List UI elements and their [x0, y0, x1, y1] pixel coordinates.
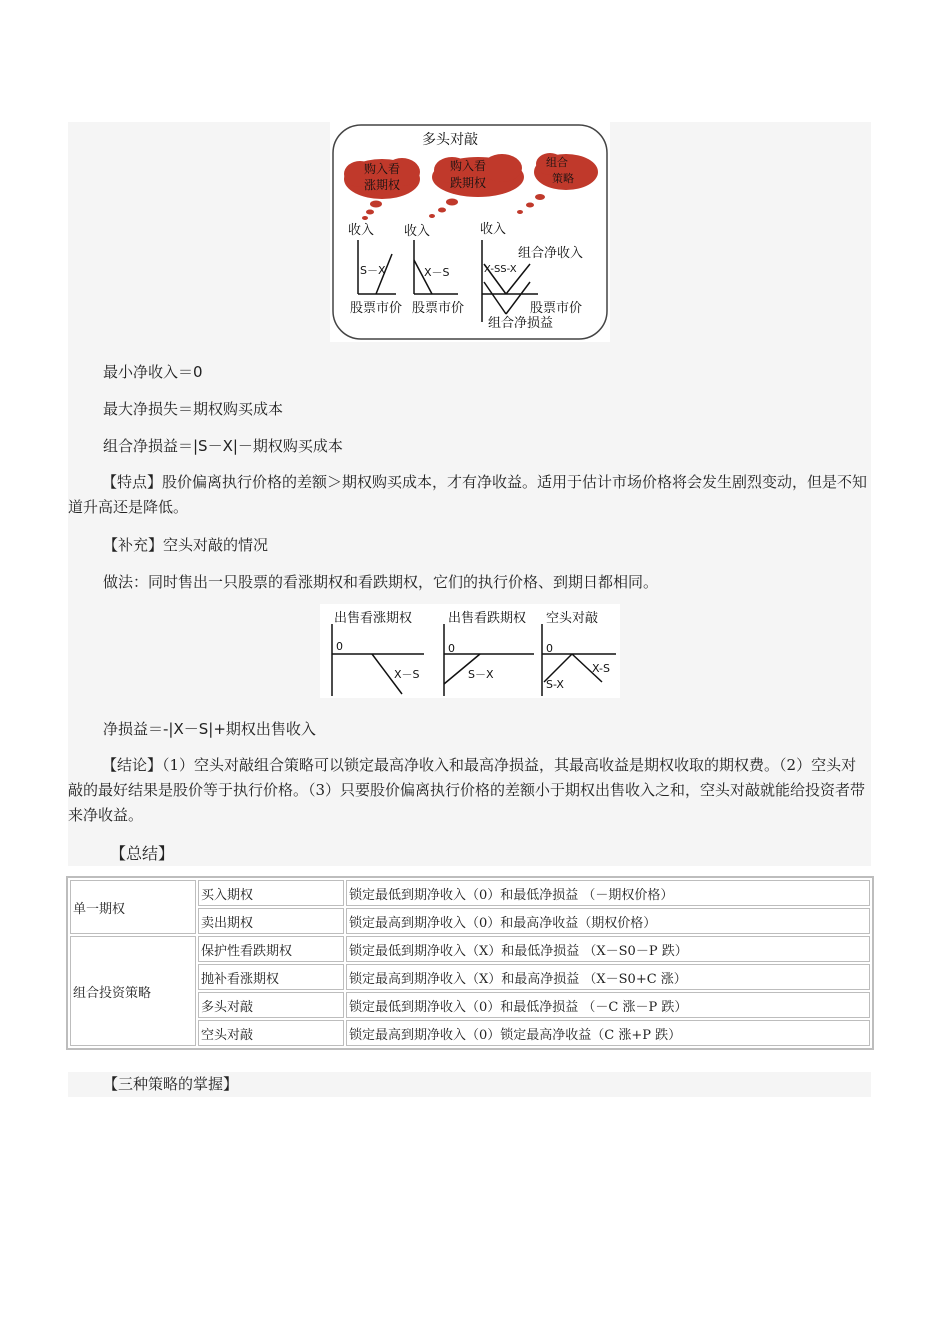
feature-paragraph: 【特点】股价偏离执行价格的差额＞期权购买成本，才有净收益。适用于估计市场价格将会发生剧烈变动，但是不知道升高还是降低。 — [68, 473, 868, 516]
conclusion-paragraph: 【结论】（1）空头对敲组合策略可以锁定最高净收入和最高净损益，其最高收益是期权收取的期权费。（2）空头对敲的最好结果是股价等于执行价格。（3）只要股价偏离执行价格的差额小于期权出售收入之和，空头对敲就能给投资者带来净收益。 — [68, 756, 866, 824]
short-straddle-diagram — [320, 604, 620, 698]
svg-text:0: 0 — [546, 642, 553, 655]
svg-text:股票市价: 股票市价 — [412, 301, 465, 316]
combo-net-pl: 组合净损益＝|S－X|－期权购买成本 — [103, 437, 343, 455]
cloud-buy-call — [344, 158, 420, 199]
figure-title: 多头对敲 — [422, 132, 478, 148]
description-cell: 锁定最高到期净收入（X）和最高净损益 （X－S0+C 涨） — [346, 964, 870, 990]
svg-text:收入: 收入 — [480, 222, 507, 237]
description-cell: 锁定最高到期净收入（0）和最高净收益（期权价格） — [346, 908, 870, 934]
long-straddle-diagram — [330, 122, 610, 342]
svg-text:股票市价: 股票市价 — [530, 301, 583, 316]
svg-text:组合净损益: 组合净损益 — [488, 316, 554, 331]
description-cell: 锁定最高到期净收入（0）锁定最高净收益（C 涨+P 跌） — [346, 1020, 870, 1046]
strategy-cell: 保护性看跌期权 — [198, 936, 344, 962]
svg-text:收入: 收入 — [404, 224, 431, 239]
svg-text:出售看跌期权: 出售看跌期权 — [448, 611, 527, 626]
strategy-cell: 空头对敲 — [198, 1020, 344, 1046]
short-straddle-figure — [320, 604, 620, 698]
net-pl-formula: 净损益＝-|X－S|+期权出售收入 — [103, 720, 316, 738]
svg-text:X-SS-X: X-SS-X — [484, 264, 517, 275]
svg-text:股票市价: 股票市价 — [350, 301, 403, 316]
svg-text:S－X: S－X — [468, 668, 494, 681]
graph-sell-put — [444, 624, 534, 696]
group-cell: 组合投资策略 — [70, 936, 196, 1046]
svg-text:组合净收入: 组合净收入 — [518, 246, 584, 261]
svg-text:0: 0 — [448, 642, 455, 655]
svg-text:S－X: S－X — [360, 264, 386, 277]
svg-text:0: 0 — [336, 640, 343, 653]
svg-text:购入看: 购入看 — [450, 159, 487, 173]
table-row — [70, 936, 870, 962]
strategy-cell: 多头对敲 — [198, 992, 344, 1018]
three-strategies-heading: 【三种策略的掌握】 — [103, 1075, 239, 1093]
cloud-buy-put — [432, 154, 524, 197]
svg-text:涨期权: 涨期权 — [364, 178, 401, 192]
svg-text:收入: 收入 — [348, 223, 375, 238]
svg-text:出售看涨期权: 出售看涨期权 — [334, 611, 413, 626]
svg-text:购入看: 购入看 — [364, 162, 401, 176]
svg-text:跌期权: 跌期权 — [450, 176, 487, 190]
strategy-cell: 抛补看涨期权 — [198, 964, 344, 990]
svg-text:X-S: X-S — [592, 662, 610, 675]
supplement-heading: 【补充】空头对敲的情况 — [103, 536, 269, 554]
table-row — [70, 880, 870, 906]
strategy-cell: 卖出期权 — [198, 908, 344, 934]
svg-text:策略: 策略 — [552, 172, 574, 185]
method-paragraph: 做法：同时售出一只股票的看涨期权和看跌期权，它们的执行价格、到期日都相同。 — [103, 573, 659, 591]
strategy-cell: 买入期权 — [198, 880, 344, 906]
description-cell: 锁定最低到期净收入（0）和最低净损益 （－C 涨－P 跌） — [346, 992, 870, 1018]
graph-sell-call — [332, 624, 424, 696]
group-cell: 单一期权 — [70, 880, 196, 934]
summary-table — [66, 876, 874, 1050]
description-cell: 锁定最低到期净收入（X）和最低净损益 （X－S0－P 跌） — [346, 936, 870, 962]
svg-text:组合: 组合 — [546, 156, 568, 169]
svg-text:X－S: X－S — [394, 668, 420, 681]
description-cell: 锁定最低到期净收入（0）和最低净损益 （－期权价格） — [346, 880, 870, 906]
max-net-loss: 最大净损失＝期权购买成本 — [103, 400, 284, 418]
svg-text:空头对敲: 空头对敲 — [546, 611, 599, 626]
svg-text:S-X: S-X — [546, 678, 564, 691]
svg-text:X－S: X－S — [424, 266, 450, 279]
summary-heading: 【总结】 — [110, 844, 175, 863]
long-straddle-figure — [330, 122, 610, 342]
min-net-income: 最小净收入＝0 — [103, 363, 203, 381]
